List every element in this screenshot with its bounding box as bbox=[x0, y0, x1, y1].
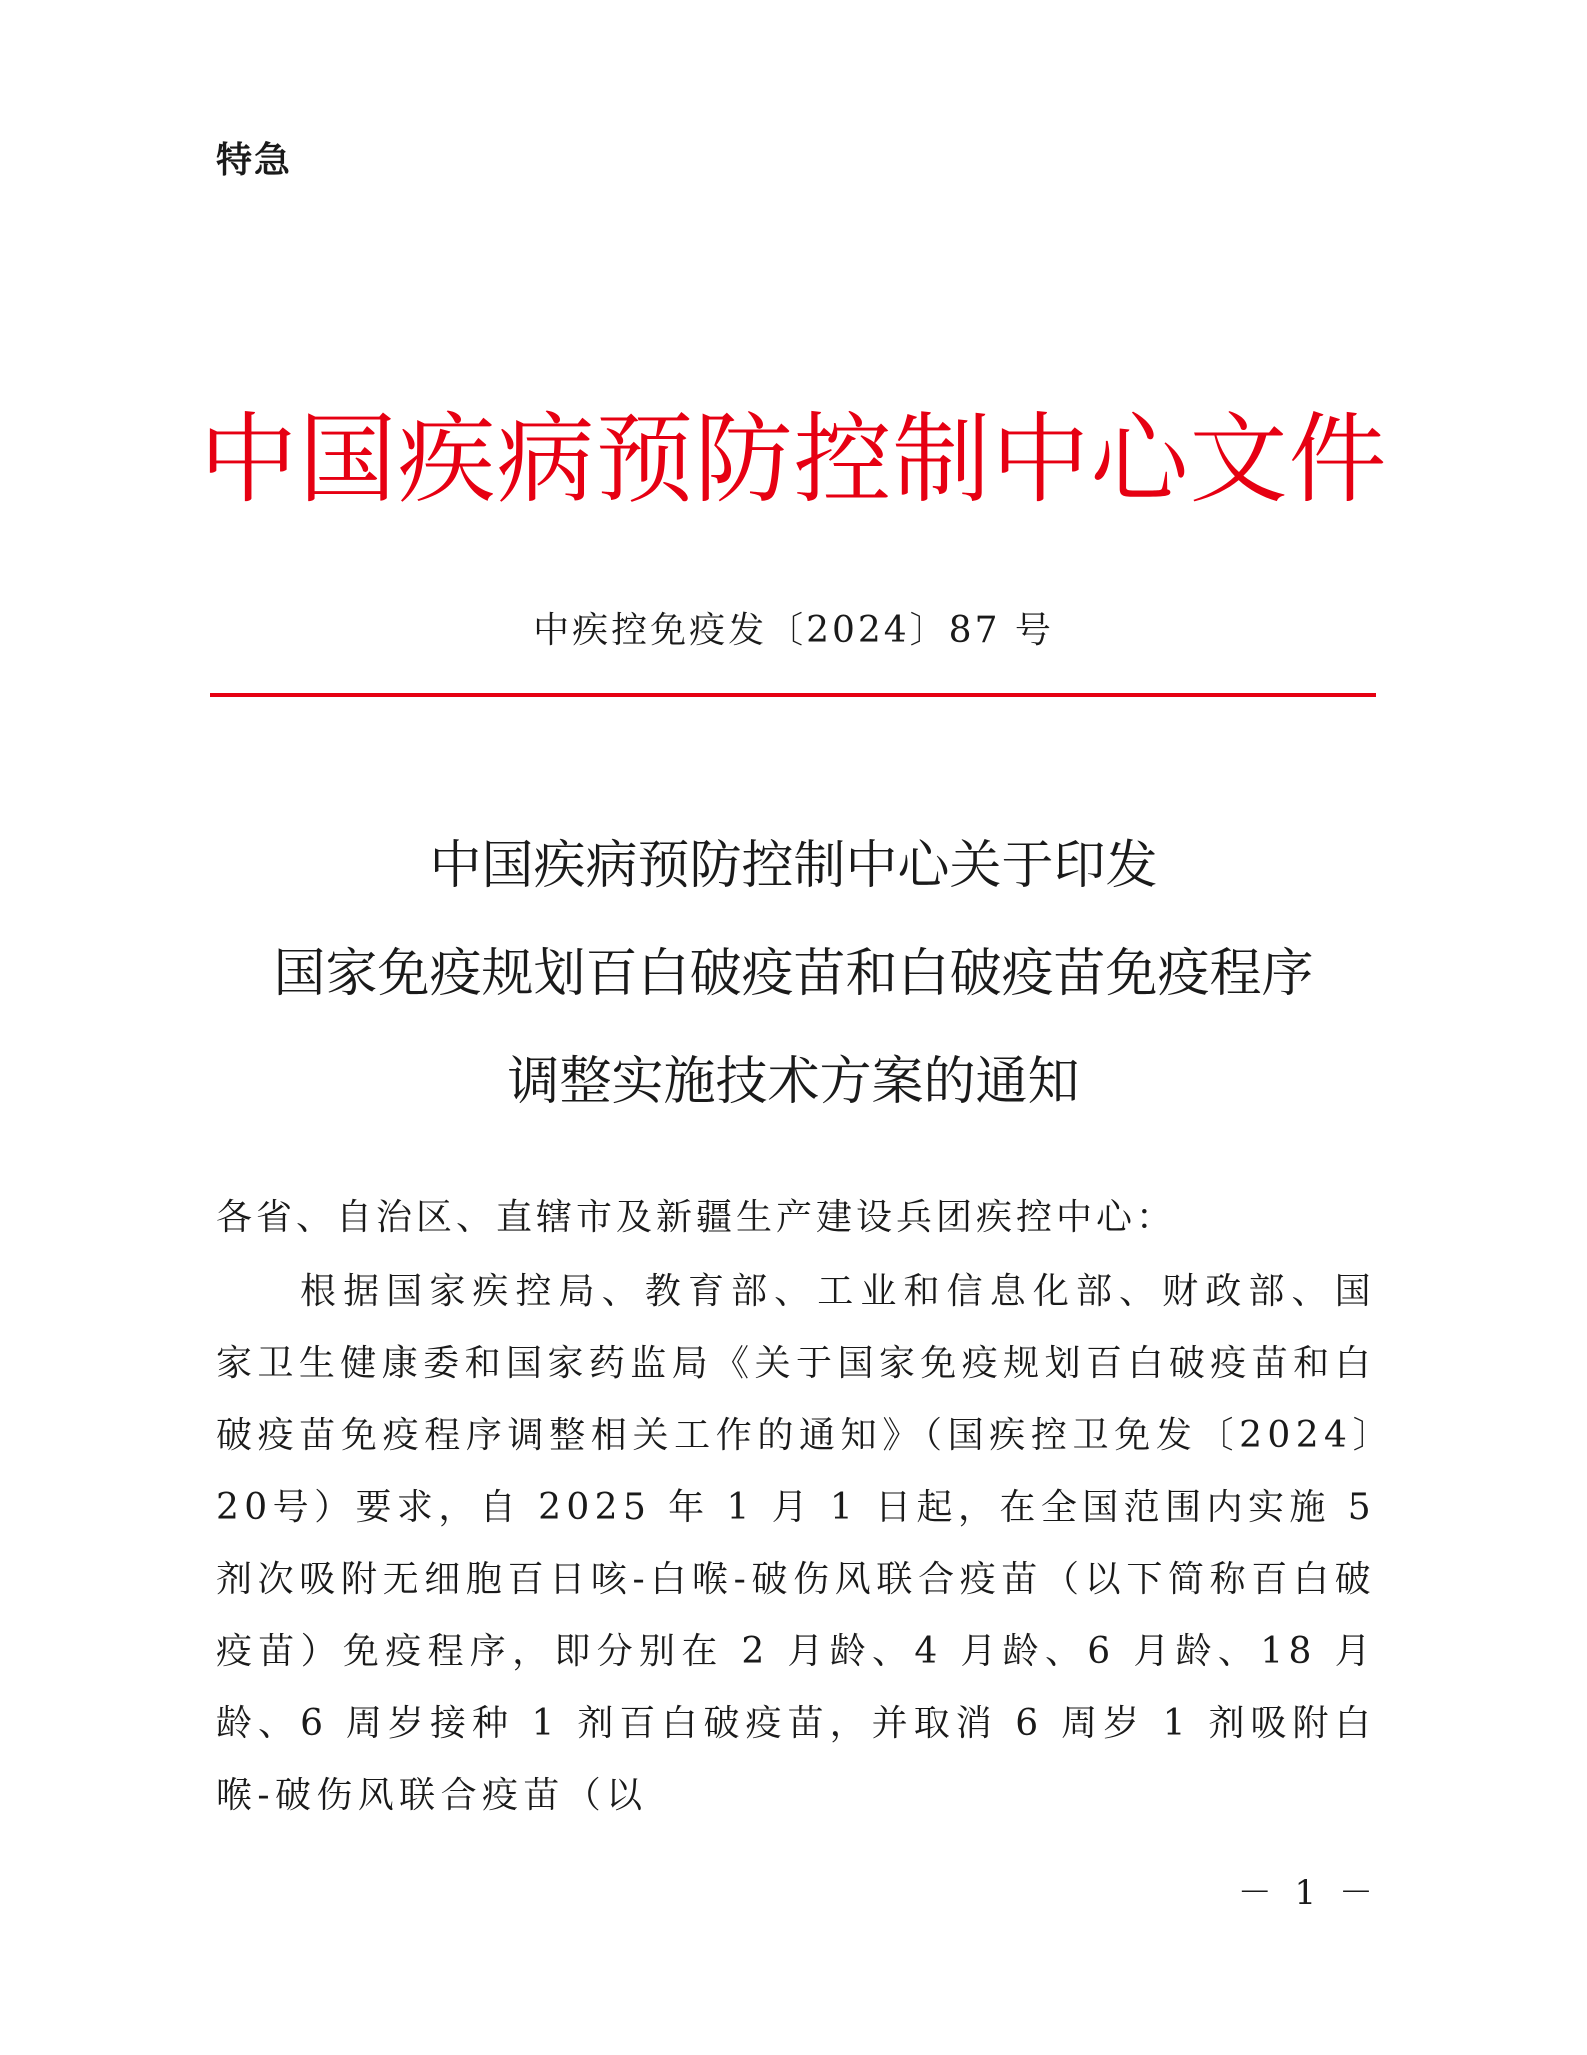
document-title bbox=[0, 812, 1587, 1136]
urgency-label: 特急 bbox=[216, 140, 293, 181]
body-paragraph: 根据国家疾控局、教育部、工业和信息化部、财政部、国家卫生健康委和国家药监局《关于国家免疫规划百白破疫苗和白破疫苗免疫程序调整相关工作的通知》（国疾控卫免发〔2024〕20号）要求，自 2025 年 1 月 1 日起，在全国范围内实施 5 剂次吸附无细胞百日咳-白喉-破伤风联合疫苗（以下简称百白破疫苗）免疫程序，即分别在 2 月龄、4 月龄、6 月龄、18 月龄、6 周岁接种 1 剂百白破疫苗，并取消 6 周岁 1 剂吸附白喉-破伤风联合疫苗（以 bbox=[216, 1271, 1376, 1816]
red-divider-line bbox=[210, 693, 1376, 697]
title-line-1: 中国疾病预防控制中心关于印发 bbox=[429, 836, 1158, 896]
page-number: － 1 － bbox=[1237, 1873, 1379, 1913]
issuer-title: 中国疾病预防控制中心文件 bbox=[199, 403, 1388, 517]
title-line-2: 国家免疫规划百白破疫苗和白破疫苗免疫程序 bbox=[273, 944, 1314, 1004]
title-line-3: 调整实施技术方案的通知 bbox=[507, 1052, 1080, 1112]
document-number: 中疾控免疫发〔2024〕87 号 bbox=[533, 610, 1054, 651]
document-body bbox=[216, 1182, 1376, 1832]
salutation: 各省、自治区、直辖市及新疆生产建设兵团疾控中心： bbox=[216, 1197, 1177, 1238]
